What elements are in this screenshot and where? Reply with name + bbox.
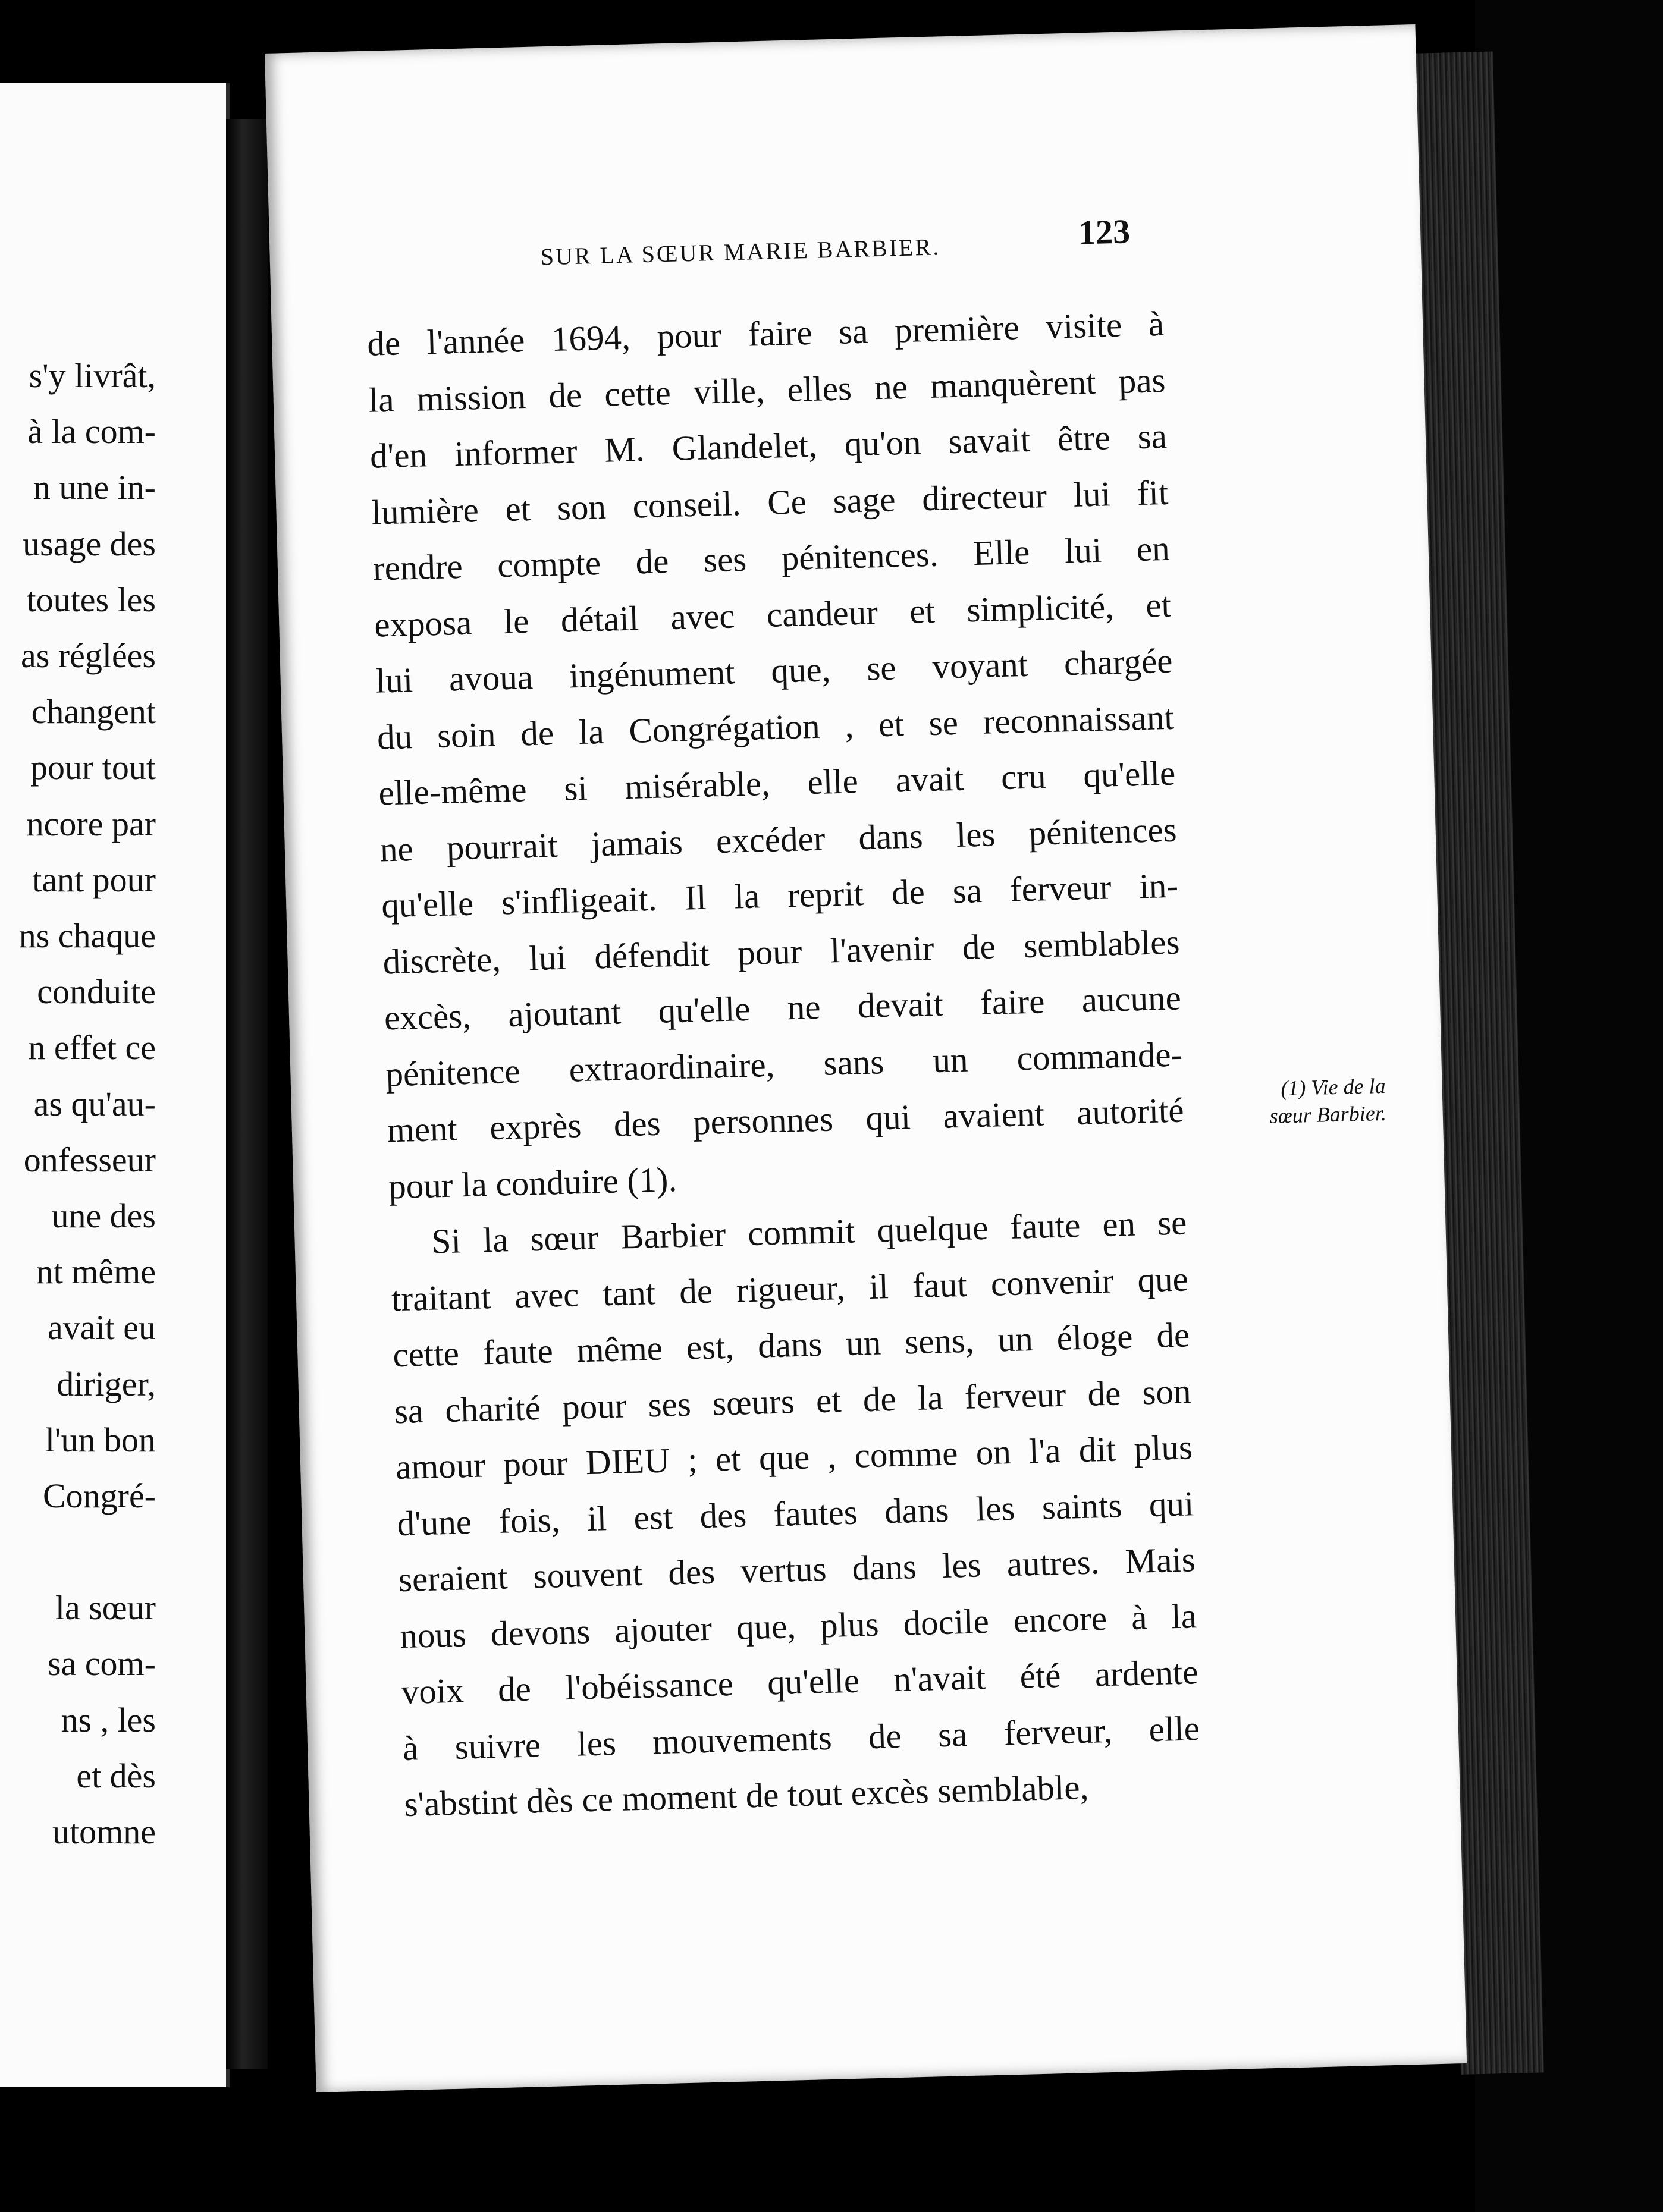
text-line: la mission de cette ville, elles ne manquèrent pas xyxy=(368,360,1166,420)
left-line: n effet ce xyxy=(28,1028,156,1067)
text-line: lumière et son conseil. Ce sage directeur lui fit xyxy=(371,472,1169,532)
text-line: pour la conduire (1). xyxy=(388,1159,677,1206)
text-line: s'abstint dès ce moment de tout excès semblable, xyxy=(403,1767,1090,1824)
body-text xyxy=(366,296,1201,1833)
left-line: à la com- xyxy=(27,412,156,451)
left-line: as réglées xyxy=(20,636,156,675)
left-line: une des xyxy=(51,1196,156,1236)
left-line: la sœur xyxy=(55,1588,156,1627)
right-page xyxy=(265,24,1467,2092)
left-line: nt même xyxy=(36,1252,156,1292)
left-line: utomne xyxy=(52,1812,156,1852)
margin-note-line: (1) Vie de la xyxy=(1280,1073,1386,1101)
left-line: conduite xyxy=(37,972,156,1011)
left-page xyxy=(0,83,230,2087)
text-line: lui avoua ingénument que, se voyant chargée xyxy=(375,640,1173,700)
text-line: d'en informer M. Glandelet, qu'on savait être sa xyxy=(369,416,1168,476)
left-line: s'y livrât, xyxy=(29,356,156,395)
text-line: du soin de la Congrégation , et se reconnaissant xyxy=(376,697,1175,757)
text-line: cette faute même est, dans un sens, un éloge de xyxy=(392,1315,1190,1375)
text-line: ne pourrait jamais excéder dans les pénitences xyxy=(379,809,1178,869)
left-line: l'un bon xyxy=(45,1420,156,1459)
text-line: rendre compte de ses pénitences. Elle lui en xyxy=(372,528,1171,588)
left-line: as qu'au- xyxy=(33,1084,156,1123)
text-line: nous devons ajouter que, plus docile encore à la xyxy=(399,1595,1197,1655)
left-line: toutes les xyxy=(26,580,156,619)
margin-note xyxy=(1219,1072,1386,1131)
left-line: onfesseur xyxy=(23,1140,156,1179)
left-line: Congré- xyxy=(42,1476,156,1516)
running-head: SUR LA SŒUR MARIE BARBIER. xyxy=(540,233,941,271)
left-line: ncore par xyxy=(26,804,156,843)
text-line: voix de l'obéissance qu'elle n'avait été ardente xyxy=(400,1652,1199,1712)
text-line: exposa le détail avec candeur et simplicité, et xyxy=(374,585,1172,645)
text-line: Si la sœur Barbier commit quelque faute en se xyxy=(431,1202,1188,1261)
text-line: d'une fois, il est des fautes dans les saints qui xyxy=(396,1483,1195,1543)
text-line: qu'elle s'infligeait. Il la reprit de sa ferveur in- xyxy=(381,865,1179,925)
page-number: 123 xyxy=(1078,212,1131,252)
left-page-text xyxy=(19,348,156,1860)
left-line: usage des xyxy=(23,524,156,563)
text-line: discrète, lui défendit pour l'avenir de semblables xyxy=(382,922,1181,981)
text-line: sa charité pour ses sœurs et de la ferveur de son xyxy=(393,1371,1192,1431)
left-line: sa com- xyxy=(48,1644,156,1683)
text-line: excès, ajoutant qu'elle ne devait faire aucune xyxy=(384,978,1182,1038)
left-line: pour tout xyxy=(30,748,156,787)
text-line: pénitence extraordinaire, sans un commande- xyxy=(385,1034,1183,1094)
left-line: avait eu xyxy=(48,1308,156,1347)
left-line: n une in- xyxy=(33,468,156,507)
text-line: traitant avec tant de rigueur, il faut convenir que xyxy=(391,1258,1189,1318)
left-line: et dès xyxy=(76,1756,156,1795)
text-line: elle-même si misérable, elle avait cru qu'elle xyxy=(378,753,1176,813)
left-line: ns , les xyxy=(61,1700,156,1739)
text-line: de l'année 1694, pour faire sa première visite à xyxy=(366,303,1165,363)
margin-note-line: sœur Barbier. xyxy=(1269,1101,1387,1128)
text-line: seraient souvent des vertus dans les autres. Mais xyxy=(398,1539,1196,1600)
left-line: diriger, xyxy=(57,1364,156,1403)
left-line-gap xyxy=(19,1524,156,1580)
text-line: à suivre les mouvements de sa ferveur, elle xyxy=(402,1708,1200,1768)
text-line: amour pour DIEU ; et que , comme on l'a dit plus xyxy=(395,1427,1193,1487)
text-line: ment exprès des personnes qui avaient autorité xyxy=(387,1090,1185,1150)
left-line: tant pour xyxy=(32,860,156,899)
left-line: ns chaque xyxy=(18,916,156,956)
book-gutter xyxy=(226,119,268,2069)
left-line: changent xyxy=(31,692,156,731)
